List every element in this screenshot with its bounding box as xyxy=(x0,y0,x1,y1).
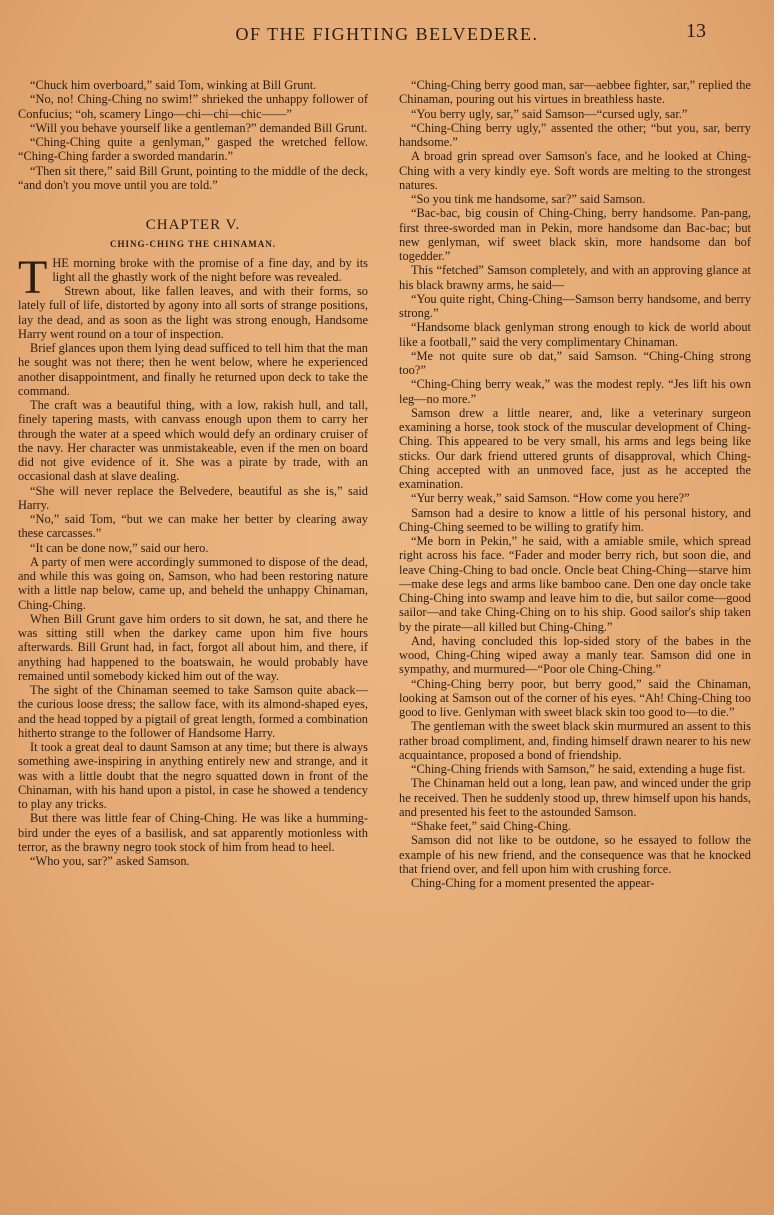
paragraph: “No, no! Ching-Ching no swim!” shrieked the unhappy follower of Confucius; “oh, scamery Lingo—chi—chi—chic——” xyxy=(18,92,368,121)
chapter-heading: CHAPTER V. xyxy=(145,217,241,233)
paragraph: “Ching-Ching berry ugly,” assented the other; “but you, sar, berry handsome.” xyxy=(399,120,751,149)
page-number: 13 xyxy=(686,20,706,42)
paragraph: “Bac-bac, big cousin of Ching-Ching, berry handsome. Pan-pang, first three-sworded man in Pekin, more handsome dan Bac-bac; but new genlyman, wif sweet black skin, more handsome dan bof togedder.” xyxy=(399,206,751,263)
paragraph: A broad grin spread over Samson's face, and he looked at Ching-Ching with a very kindly eye. Soft words are melting to the strongest natures. xyxy=(399,149,751,192)
paragraph: Strewn about, like fallen leaves, and with their forms, so lately full of life, distorted by agony into all sorts of strange positions, lay the dead, and as soon as the light was strong enough, Handsome Harry went round on a tour of inspection. xyxy=(18,284,368,341)
running-title: OF THE FIGHTING BELVEDERE. xyxy=(235,24,539,44)
paragraph: “Me not quite sure ob dat,” said Samson. “Ching-Ching strong too?” xyxy=(399,348,751,377)
paragraph: “You quite right, Ching-Ching—Samson berry handsome, and berry strong.” xyxy=(399,291,751,320)
paragraph: Samson drew a little nearer, and, like a veterinary surgeon examining a horse, took stock of the muscular development of Ching-Ching. This appeared to be very small, his arms and legs being like sticks. Our dark friend uttered grunts of disapproval, which Ching-Ching accepted with an unmoved face, just as he accepted the examination. xyxy=(399,405,751,491)
paragraph: The gentleman with the sweet black skin murmured an assent to this rather broad compliment, and, finding himself drawn nearer to his new acquaintance, proposed a bond of friendship. xyxy=(399,719,751,762)
paragraph: Ching-Ching for a moment presented the appear- xyxy=(411,876,655,890)
paragraph: “Then sit there,” said Bill Grunt, pointing to the middle of the deck, “and don't you move until you are told.” xyxy=(18,163,368,192)
paragraph: “Ching-Ching berry good man, sar—aebbee fighter, sar,” replied the Chinaman, pouring out his virtues in breathless haste. xyxy=(399,78,751,107)
paragraph: Brief glances upon them lying dead sufficed to tell him that the man he sought was not there; then he went below, where he experienced another disappointment, and finally he returned upon deck to take the command. xyxy=(18,341,368,398)
paragraph: The Chinaman held out a long, lean paw, and winced under the grip he received. Then he suddenly stood up, threw himself upon his hands, and presented his feet to the astounded Samson. xyxy=(399,776,751,819)
paragraph: But there was little fear of Ching-Ching. He was like a humming-bird under the eyes of a basilisk, and sat apparently motionless with terror, as the brawny negro took stock of him from head to heel. xyxy=(18,811,368,854)
paragraph: “Who you, sar?” asked Samson. xyxy=(30,854,190,868)
paragraph: “Will you behave yourself like a gentleman?” demanded Bill Grunt. xyxy=(30,120,368,135)
paragraph: “Me born in Pekin,” he said, with a amiable smile, which spread right across his face. “Fader and moder berry rich, but soon die, and leave Ching-Ching to bad oncle. Oncle beat Ching-Ching—starve him—make dese legs and arms like bamboo cane. Den one day oncle take Ching-Ching into swamp and leave him to die, but sailor come—good sailor—and take Ching-Ching on to his ship. Good sailor's ship taken by the pirate—all killed but Ching-Ching.” xyxy=(399,534,751,634)
paragraph: And, having concluded this lop-sided story of the babes in the wood, Ching-Ching wiped away a manly tear. Samson did one in sympathy, and murmured—“Poor ole Ching-Ching.” xyxy=(399,633,751,677)
first-paragraph xyxy=(18,250,368,304)
chapter-subtitle: CHING-CHING THE CHINAMAN. xyxy=(109,239,277,250)
paragraph: “Ching-Ching berry poor, but berry good,” said the Chinaman, looking at Samson out of the corner of his eyes. “Ah! Ching-Ching too good to live. Genlyman with sweet black skin too good to—to die.” xyxy=(399,676,751,719)
paragraph: “Ching-Ching quite a genlyman,” gasped the wretched fellow. “Ching-Ching farder a sworded mandarin.” xyxy=(18,135,368,164)
paragraph: “No,” said Tom, “but we can make her better by clearing away these carcasses.” xyxy=(18,512,368,541)
paragraph: “Ching-Ching friends with Samson,” he said, extending a huge fist. xyxy=(411,762,746,776)
paragraph: “Shake feet,” said Ching-Ching. xyxy=(411,819,572,833)
paragraph: “Chuck him overboard,” said Tom, winking at Bill Grunt. xyxy=(30,78,317,92)
paragraph: This “fetched” Samson completely, and with an approving glance at his black brawny arms, he said— xyxy=(399,263,751,292)
right-column xyxy=(399,78,751,890)
paragraph: A party of men were accordingly summoned to dispose of the dead, and while this was going on, Samson, who had been restoring nature with a little nap below, came up, and beheld the unhappy Chinaman, Ching-Ching. xyxy=(18,554,368,612)
paragraph: “Ching-Ching berry weak,” was the modest reply. “Jes lift his own leg—no more.” xyxy=(399,377,751,406)
left-column xyxy=(18,78,368,868)
paragraph: “You berry ugly, sar,” said Samson—“cursed ugly, sar.” xyxy=(411,106,688,121)
paragraph: Samson had a desire to know a little of his personal history, and Ching-Ching seemed to be willing to gratify him. xyxy=(399,505,751,534)
first-paragraph-text: HE morning broke with the promise of a fine day, and by its light all the ghastly work of the night before was revealed. xyxy=(52,255,368,284)
paragraph: “Handsome black genlyman strong enough to kick de world about like a football,” said the very complimentary Chinaman. xyxy=(399,320,751,349)
paragraph: “Yur berry weak,” said Samson. “How come you here?” xyxy=(411,491,690,506)
paragraph: Samson did not like to be outdone, so he essayed to follow the example of his new friend, and the consequence was that he knocked that friend over, and fell upon him with crushing force. xyxy=(399,833,751,876)
paragraph: “So you tink me handsome, sar?” said Samson. xyxy=(411,192,646,206)
paragraph: “She will never replace the Belvedere, beautiful as she is,” said Harry. xyxy=(18,483,368,512)
drop-cap: T xyxy=(18,250,48,304)
paragraph: “It can be done now,” said our hero. xyxy=(30,540,209,555)
paragraph: When Bill Grunt gave him orders to sit down, he sat, and there he was sitting still when the darkey came upon him five hours afterwards. Bill Grunt had, in fact, forgot all about him, and there, if anything had happened to the boatswain, he would probably have remained until somebody kicked him out of the way. xyxy=(18,611,368,683)
paragraph: It took a great deal to daunt Samson at any time; but there is always something awe-inspiring in anything entirely new and strange, and it was with a little doubt that the negro squatted down in front of the Chinaman, with his hand upon a pistol, in case he showed a tendency to play any tricks. xyxy=(18,740,368,811)
paragraph: The craft was a beautiful thing, with a low, rakish hull, and tall, finely tapering masts, with canvass enough upon them to carry her through the water at a speed which would defy an ordinary cruiser of the navy. Her character was unmistakeable, even if the men on board did not give evidence of it. She was a pirate by trade, with an occasional dash at slave dealing. xyxy=(18,398,368,484)
paragraph: The sight of the Chinaman seemed to take Samson quite aback—the curious loose dress; the sallow face, with its almond-shaped eyes, and the head topped by a pigtail of great length, formed a combination hitherto strange to the follower of Handsome Harry. xyxy=(18,683,368,740)
page-header xyxy=(0,20,774,50)
